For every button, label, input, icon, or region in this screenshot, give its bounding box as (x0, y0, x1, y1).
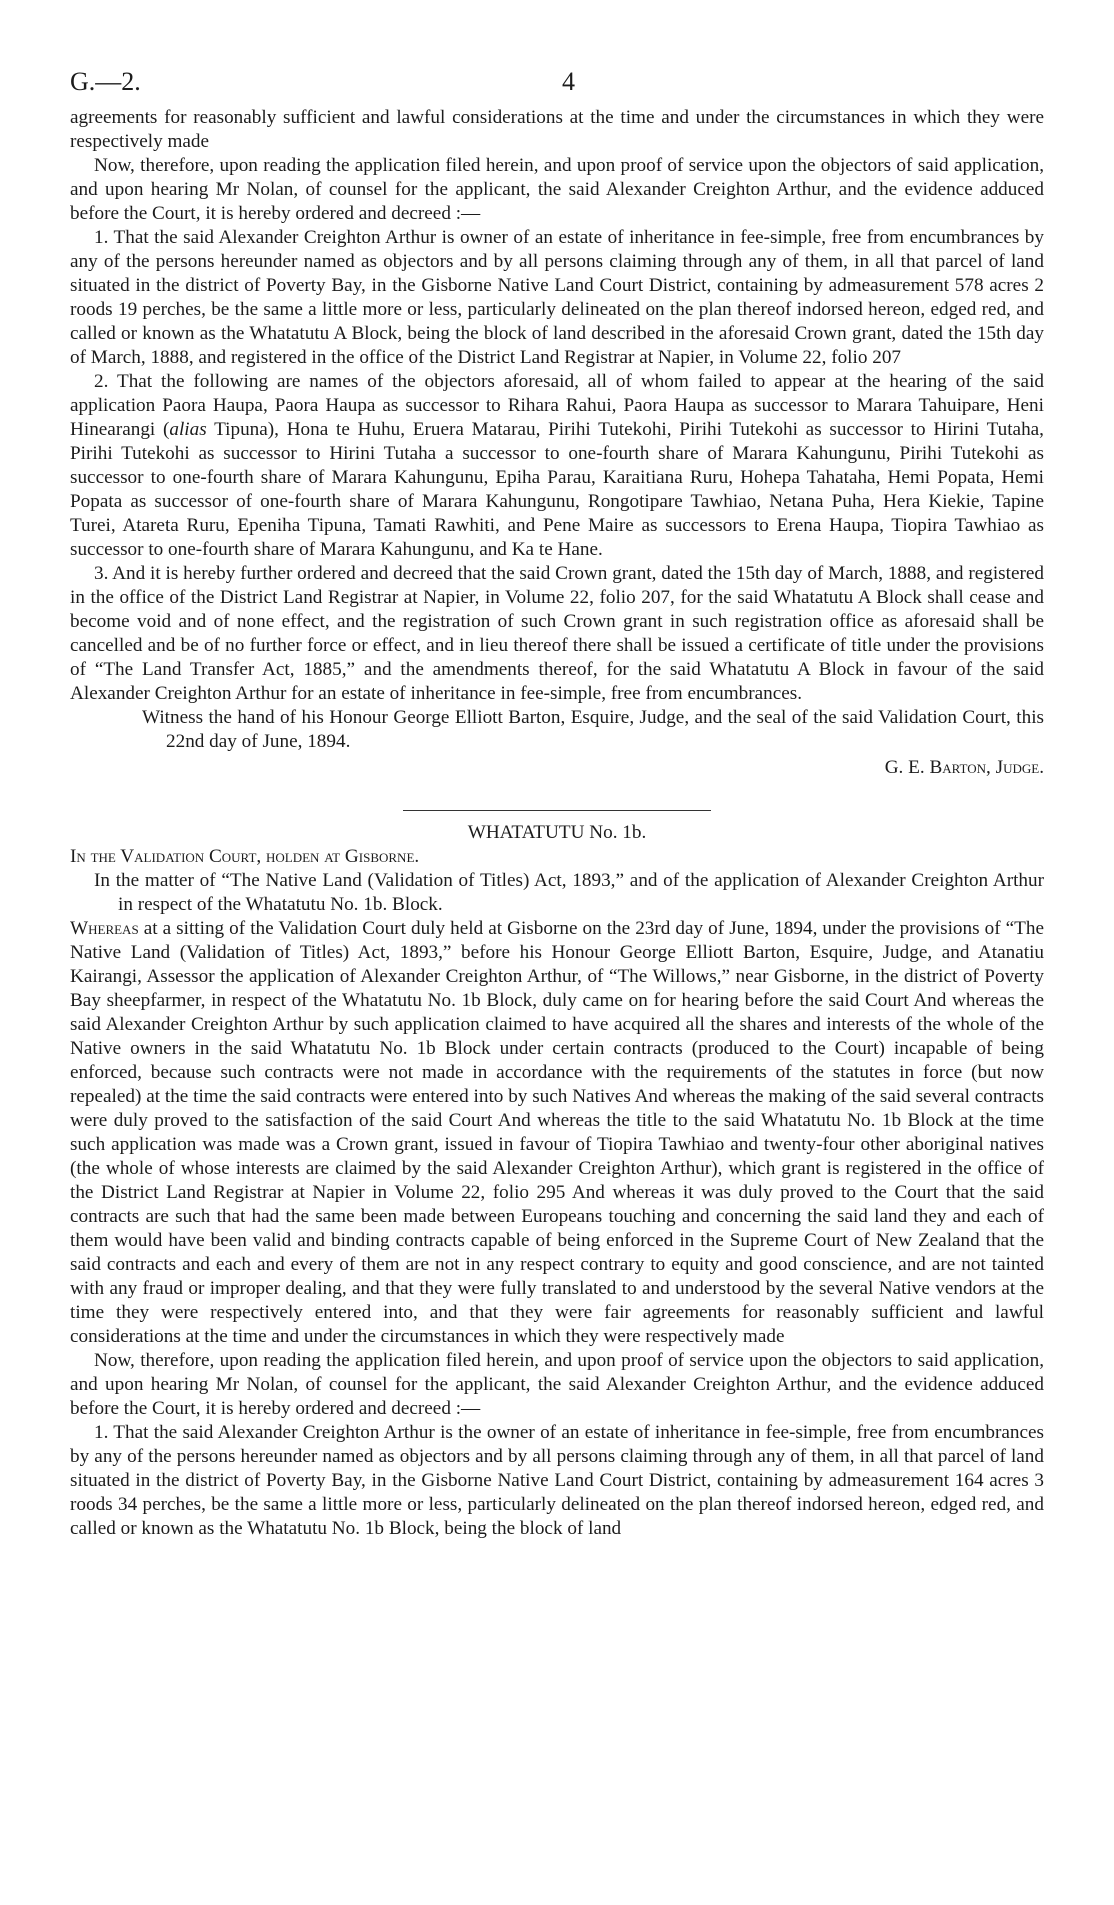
paragraph-clause-3: 3. And it is hereby further ordered and decreed that the said Crown grant, dated the 15th day of March, 1888, and registered in the office of the District Land Registrar at Napier, in Volume 22, folio 207, for the said Whatatutu A Block shall cease and become void and of none effect, and the registration of such Crown grant in such registration office as aforesaid shall be cancelled and be of no further force or effect, and in lieu thereof there shall be issued a certificate of title under the provisions of “The Land Transfer Act, 1885,” and the amendments thereof, for the said Whatatutu A Block in favour of the said Alexander Creighton Arthur for an estate of inheritance in fee-simple, free from encumbrances. (70, 563, 1044, 704)
paragraph-whereas (70, 917, 1044, 1349)
section-title: WHATATUTU No. 1b. (467, 822, 647, 843)
whereas-word: Whereas (70, 918, 139, 939)
paragraph-now-therefore: Now, therefore, upon reading the application filed herein, and upon proof of service upon the objectors of said application, and upon hearing Mr Nolan, of counsel for the applicant, the said Alexander Creighton Arthur, and the evidence adduced before the Court, it is hereby ordered and decreed :— (70, 155, 1044, 224)
paragraph-now-therefore-2: Now, therefore, upon reading the application filed herein, and upon proof of service upon the objectors to said application, and upon hearing Mr Nolan, of counsel for the applicant, the said Alexander Creighton Arthur, and the evidence adduced before the Court, it is hereby ordered and decreed :— (70, 1350, 1044, 1419)
page-header (70, 66, 1044, 106)
judge-signature: G. E. Barton, Judge. (884, 757, 1044, 778)
clause-2-text-a: 2. That the following are names of the objectors aforesaid, all of whom failed to appear at the hearing of the said application Paora Haupa, Paora Haupa as successor to Rihara Rahui, Paora Haupa as successor to Marara Tahuipare, Heni Hinearangi ( (70, 371, 1044, 440)
paragraph-in-the-matter: In the matter of “The Native Land (Validation of Titles) Act, 1893,” and of the application of Alexander Creighton Arthur in respect of the Whatatutu No. 1b. Block. (94, 870, 1044, 915)
paragraph-clause-1-b: 1. That the said Alexander Creighton Arthur is the owner of an estate of inheritance in fee-simple, free from encumbrances by any of the persons hereunder named as objectors and by all persons claiming through any of them, in all that parcel of land situated in the district of Poverty Bay, in the Gisborne Native Land Court District, containing by admeasurement 164 acres 3 roods 34 perches, be the same a little more or less, particularly delineated on the plan thereof indorsed hereon, edged red, and called or known as the Whatatutu No. 1b Block, being the block of land (70, 1422, 1044, 1539)
court-heading: In the Validation Court, holden at Gisborne. (70, 846, 420, 867)
page-number: 4 (562, 67, 575, 96)
document-reference: G.—2. (70, 67, 141, 96)
clause-2-alias: alias (169, 419, 207, 440)
section-divider (403, 810, 711, 811)
paragraph-clause-1: 1. That the said Alexander Creighton Arthur is owner of an estate of inheritance in fee-simple, free from encumbrances by any of the persons hereunder named as objectors and by all persons claiming through any of them, in all that parcel of land situated in the district of Poverty Bay, in the Gisborne Native Land Court District, containing by admeasurement 578 acres 2 roods 19 perches, be the same a little more or less, particularly delineated on the plan thereof indorsed hereon, edged red, and called or known as the Whatatutu A Block, being the block of land described in the aforesaid Crown grant, dated the 15th day of March, 1888, and registered in the office of the District Land Registrar at Napier, in Volume 22, folio 207 (70, 227, 1044, 368)
clause-2-text-b: Tipuna), Hona te Huhu, Eruera Matarau, Pirihi Tutekohi, Pirihi Tutekohi as successor to Hirini Tutaha, Pirihi Tutekohi as successor to Hirini Tutaha a successor to one-fourth share of Marara Kahungunu, Pirihi Tutekohi as successor to one-fourth share of Marara Kahungunu, Epiha Parau, Karaitiana Ruru, Hohepa Tahataha, Hemi Popata, Hemi Popata as successor of one-fourth share of Marara Kahungunu, Rongotipare Tawhiao, Netana Puha, Hera Kiekie, Tapine Turei, Atareta Ruru, Epeniha Tipuna, Tamati Rawhiti, and Pene Maire as successors to Erena Haupa, Tiopira Tawhiao as successor to one-fourth share of Marara Kahungunu, and Ka te Hane. (70, 419, 1044, 560)
paragraph-witness: Witness the hand of his Honour George Elliott Barton, Esquire, Judge, and the seal of the said Validation Court, this 22nd day of June, 1894. (142, 707, 1044, 752)
paragraph-continuation: agreements for reasonably sufficient and lawful considerations at the time and under the circumstances in which they were respectively made (70, 107, 1044, 152)
whereas-text: at a sitting of the Validation Court duly held at Gisborne on the 23rd day of June, 1894, under the provisions of “The Native Land (Validation of Titles) Act, 1893,” before his Honour George Elliott Barton, Esquire, Judge, and Atanatiu Kairangi, Assessor the application of Alexander Creighton Arthur, of “The Willows,” near Gisborne, in the district of Poverty Bay sheepfarmer, in respect of the Whatatutu No. 1b Block, duly came on for hearing before the said Court And whereas the said Alexander Creighton Arthur by such application claimed to have acquired all the shares and interests of the whole of the Native owners in the said Whatatutu No. 1b Block under certain contracts (produced to the Court) incapable of being enforced, because such contracts were not made in accordance with the requirements of the statutes in force (but now repealed) at the time the said contracts were entered into by such Natives And whereas the making of the said several contracts were duly proved to the satisfaction of the said Court And whereas the title to the said Whatatutu No. 1b Block at the time such application was made was a Crown grant, issued in favour of Tiopira Tawhiao and twenty-four other aboriginal natives (the whole of whose interests are claimed by the said Alexander Creighton Arthur), which grant is registered in the office of the District Land Registrar at Napier in Volume 22, folio 295 And whereas it was duly proved to the Court that the said contracts are such that had the same been made between Europeans touching and concerning the said land they and each of them would have been valid and binding contracts capable of being enforced in the Supreme Court of New Zealand that the said contracts and each and every of them are not in any respect contrary to equity and good conscience, and are not tainted with any fraud or improper dealing, and that they were fully translated to and understood by the several Native vendors at the time they were respectively entered into, and that they were fair agreements for reasonably sufficient and lawful considerations at the time and under the circumstances in which they were respectively made (70, 918, 1044, 1347)
paragraph-clause-2 (70, 370, 1044, 562)
